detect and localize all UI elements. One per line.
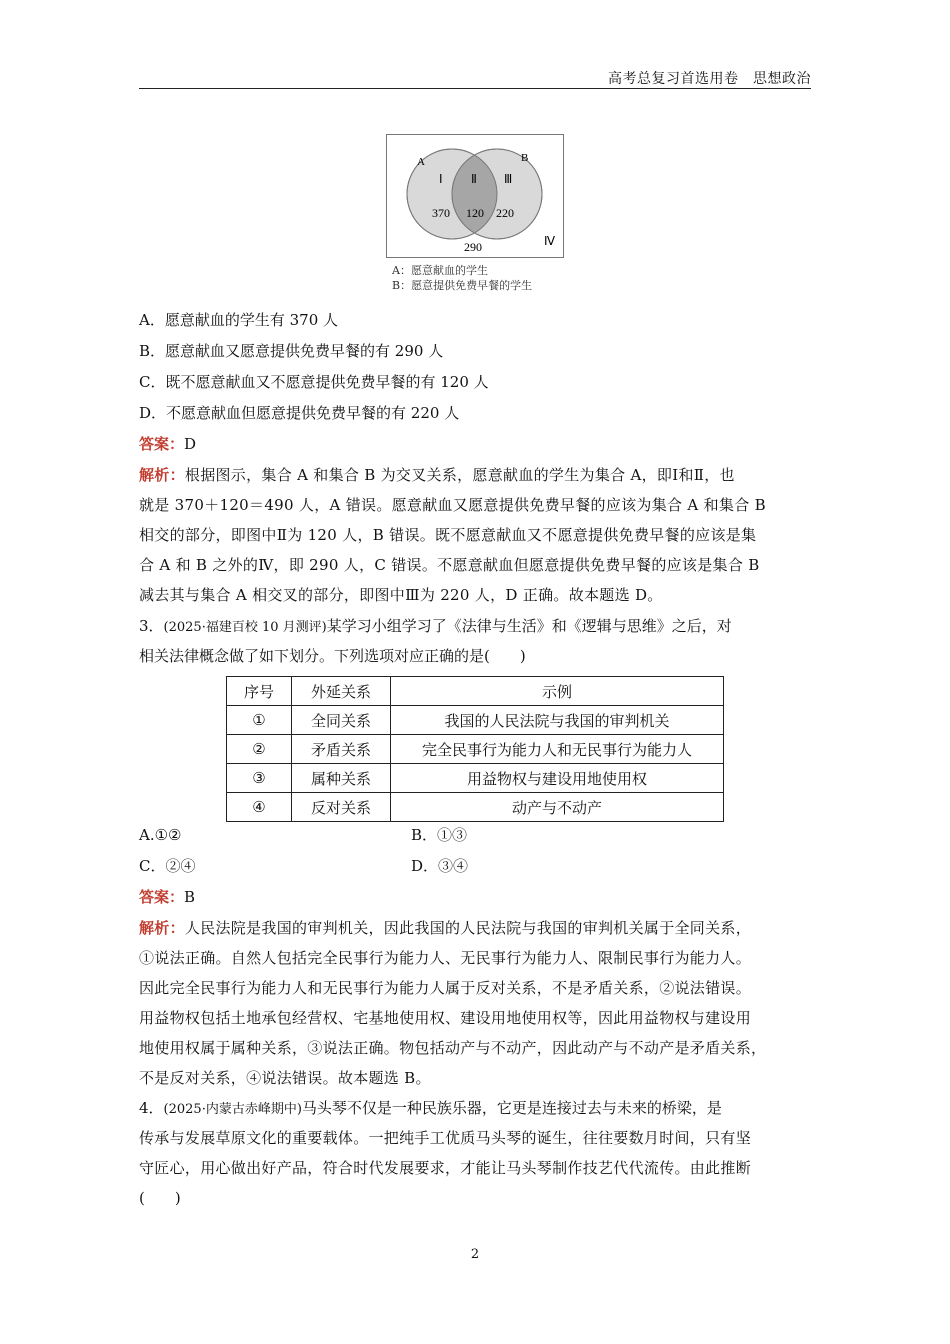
q3-stem <box>139 616 732 638</box>
q2-option-b: B．愿意献血又愿意提供免费早餐的有 290 人 <box>139 342 444 360</box>
table-cell: 用益物权与建设用地使用权 <box>391 764 724 793</box>
table-cell: 反对关系 <box>292 793 391 822</box>
value-1: 370 <box>432 206 450 220</box>
answer-label: 答案： <box>139 888 185 906</box>
table-row <box>227 793 724 822</box>
table-cell: ① <box>227 706 292 735</box>
table-cell: ② <box>227 735 292 764</box>
q3-analysis-line: 解析：人民法院是我国的审判机关，因此我国的人民法院与我国的审判机关属于全同关系， <box>139 919 752 937</box>
table-header-row <box>227 677 724 706</box>
region-1-label: Ⅰ <box>439 172 443 186</box>
q3-source: (2025·福建百校 10 月测评) <box>163 620 327 635</box>
q4-stem-line4: ( ) <box>139 1189 181 1207</box>
table-cell: 全同关系 <box>292 706 391 735</box>
table-cell: 矛盾关系 <box>292 735 391 764</box>
region-4-label: Ⅳ <box>544 234 556 248</box>
q3-analysis-line: 因此完全民事行为能力人和无民事行为能力人属于反对关系，不是矛盾关系，②说法错误。 <box>139 979 752 997</box>
q4-number: 4． <box>139 1099 164 1117</box>
q3-analysis-line: 用益物权包括土地承包经营权、宅基地使用权、建设用地使用权等，因此用益物权与建设用 <box>139 1009 752 1027</box>
page-number: 2 <box>470 1247 480 1262</box>
q3-answer <box>139 887 195 907</box>
region-2-label: Ⅱ <box>471 172 477 186</box>
table-row <box>227 764 724 793</box>
q2-analysis-line: 合 A 和 B 之外的Ⅳ，即 290 人，C 错误。不愿意献血但愿意提供免费早餐的应该是集合 B <box>139 556 760 574</box>
answer-label: 答案： <box>139 435 185 453</box>
analysis-label: 解析： <box>139 466 185 484</box>
legend-b: B：愿意提供免费早餐的学生 <box>392 279 533 292</box>
venn-diagram <box>386 134 564 258</box>
q3-option-c: C．②④ <box>139 857 196 875</box>
table-cell: ④ <box>227 793 292 822</box>
table-cell: 属种关系 <box>292 764 391 793</box>
q2-analysis-line: 就是 370＋120＝490 人，A 错误。愿意献血又愿意提供免费早餐的应该为集合 A 和集合 B <box>139 496 766 514</box>
q3-analysis-line: 不是反对关系，④说法错误。故本题选 B。 <box>139 1069 431 1087</box>
q3-option-a: A.①② <box>139 826 182 844</box>
set-b-label: B <box>521 152 529 164</box>
legend-a: A：愿意献血的学生 <box>392 264 488 277</box>
table-row <box>227 706 724 735</box>
q2-answer <box>139 434 196 454</box>
value-2: 120 <box>466 206 484 220</box>
q2-option-a: A．愿意献血的学生有 370 人 <box>139 311 339 329</box>
q3-option-b: B．①③ <box>411 826 468 844</box>
table-cell: 完全民事行为能力人和无民事行为能力人 <box>391 735 724 764</box>
q3-stem-line1: 某学习小组学习了《法律与生活》和《逻辑与思维》之后，对 <box>326 617 732 635</box>
table-header: 序号 <box>227 677 292 706</box>
q3-number: 3． <box>139 617 164 635</box>
table-header: 外延关系 <box>292 677 391 706</box>
value-4: 290 <box>464 240 482 254</box>
table-header: 示例 <box>391 677 724 706</box>
q4-source: (2025·内蒙古赤峰期中) <box>163 1102 302 1117</box>
q2-option-d: D．不愿意献血但愿意提供免费早餐的有 220 人 <box>139 404 460 422</box>
answer-value: B <box>184 888 196 906</box>
analysis-label: 解析： <box>139 919 185 937</box>
venn-svg <box>387 135 565 259</box>
q3-option-d: D．③④ <box>411 857 469 875</box>
q4-stem-line1: 马头琴不仅是一种民族乐器，它更是连接过去与未来的桥梁，是 <box>301 1099 722 1117</box>
q4-stem <box>139 1098 722 1120</box>
q4-stem-line2: 传承与发展草原文化的重要载体。一把纯手工优质马头琴的诞生，往往要数月时间，只有坚 <box>139 1129 752 1147</box>
region-3-label: Ⅲ <box>504 172 513 186</box>
q3-table <box>226 676 724 822</box>
q2-option-c: C．既不愿意献血又不愿意提供免费早餐的有 120 人 <box>139 373 489 391</box>
q2-analysis-line: 相交的部分，即图中Ⅱ为 120 人，B 错误。既不愿意献血又不愿意提供免费早餐的应该是集 <box>139 526 757 544</box>
value-3: 220 <box>496 206 514 220</box>
q4-stem-line3: 守匠心，用心做出好产品，符合时代发展要求，才能让马头琴制作技艺代代流传。由此推断 <box>139 1159 752 1177</box>
table-row <box>227 735 724 764</box>
set-a-label: A <box>417 156 425 168</box>
header-title: 高考总复习首选用卷 思想政治 <box>608 71 811 87</box>
table-cell: 动产与不动产 <box>391 793 724 822</box>
q2-analysis-line: 解析：根据图示，集合 A 和集合 B 为交叉关系，愿意献血的学生为集合 A，即Ⅰ和Ⅱ，也 <box>139 466 735 484</box>
answer-value: D <box>184 435 197 453</box>
page-header <box>139 66 811 89</box>
table-cell: ③ <box>227 764 292 793</box>
q3-stem-line2: 相关法律概念做了如下划分。下列选项对应正确的是( ) <box>139 647 526 665</box>
q3-analysis-line: ①说法正确。自然人包括完全民事行为能力人、无民事行为能力人、限制民事行为能力人。 <box>139 949 752 967</box>
q2-analysis-line: 减去其与集合 A 相交叉的部分，即图中Ⅲ为 220 人，D 正确。故本题选 D。 <box>139 586 663 604</box>
table-cell: 我国的人民法院与我国的审判机关 <box>391 706 724 735</box>
q3-analysis-line: 地使用权属于属种关系，③说法正确。物包括动产与不动产，因此动产与不动产是矛盾关系， <box>139 1039 767 1057</box>
